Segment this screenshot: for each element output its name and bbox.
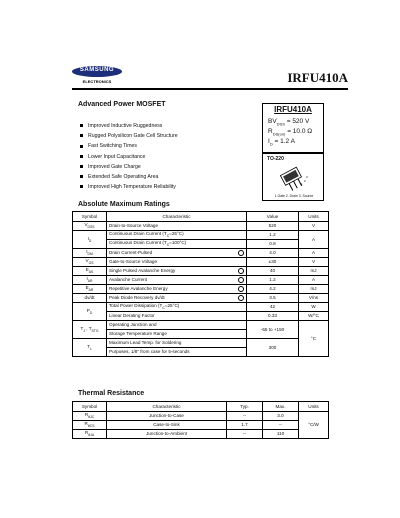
col-header: Typ. xyxy=(227,402,263,412)
typ-cell: -- xyxy=(227,412,263,421)
char-cell: Total Power Dissipation $(T_C=25^\circ C)$ xyxy=(107,303,247,312)
col-header: Characteristic xyxy=(107,402,227,412)
value-cell: 300 xyxy=(247,339,299,357)
package-box xyxy=(262,153,324,201)
table-row xyxy=(73,412,329,421)
char-cell: Continuous Drain Current $(T_C=25^\circ C)$ xyxy=(107,231,247,240)
spec-box xyxy=(262,103,324,153)
spec-rdson: $R_{DS(on)} = 10.0$ Ω xyxy=(268,128,313,137)
symbol-cell: $I_{DM}$ xyxy=(73,249,107,258)
samsung-logo xyxy=(72,66,122,88)
char-cell: Linear Derating Factor xyxy=(107,312,247,321)
feature-item: Rugged Polysilicon Gate Cell Structure xyxy=(80,131,178,141)
col-header: Units xyxy=(299,402,329,412)
symbol-cell: $T_J$ , $T_{STG}$ xyxy=(73,321,107,339)
thermal-title: Thermal Resistance xyxy=(78,390,145,397)
value-cell: 3.5 xyxy=(247,294,299,303)
feature-item: Fast Switching Times xyxy=(80,141,178,151)
col-header: Characteristic xyxy=(107,212,247,222)
table-row xyxy=(73,258,329,267)
feature-item: Extended Safe Operating Area xyxy=(80,172,178,182)
symbol-cell: dv/dt xyxy=(73,294,107,303)
svg-text:2: 2 xyxy=(304,179,306,183)
svg-text:3: 3 xyxy=(306,175,308,179)
note-circle-icon xyxy=(238,286,244,292)
table-row xyxy=(73,321,329,330)
note-circle-icon xyxy=(238,295,244,301)
bullet-icon xyxy=(80,134,83,137)
symbol-cell: $V_{GS}$ xyxy=(73,258,107,267)
col-header: Symbol xyxy=(73,402,107,412)
table-row xyxy=(73,276,329,285)
char-cell: Purposes, 1/8" from case for 5-seconds xyxy=(107,348,247,357)
table-row xyxy=(73,303,329,312)
col-header: Units xyxy=(299,212,329,222)
unit-cell: W xyxy=(299,303,329,312)
package-drawing xyxy=(277,164,309,192)
unit-cell: A xyxy=(299,276,329,285)
table-row xyxy=(73,231,329,240)
unit-cell: °C xyxy=(299,321,329,357)
note-circle-icon xyxy=(238,268,244,274)
char-cell: Drain Current-Pulsed xyxy=(107,249,247,258)
pin-note: 1.Gate 2. Drain 3. Source xyxy=(274,194,314,198)
unit-cell: mJ xyxy=(299,267,329,276)
feature-item: Improved High Temperature Reliability xyxy=(80,182,178,192)
char-cell: Maximum Lead Temp. for Soldering xyxy=(107,339,247,348)
page-title: Advanced Power MOSFET xyxy=(78,101,166,108)
value-cell: 1.2 xyxy=(247,276,299,285)
part-number: IRFU410A xyxy=(287,70,348,85)
char-cell: Repetitive Avalanche Energy xyxy=(107,285,247,294)
abs-max-title: Absolute Maximum Ratings xyxy=(78,201,170,208)
table-row xyxy=(73,249,329,258)
char-cell: Case-to-Sink xyxy=(107,421,227,430)
note-circle-icon xyxy=(238,277,244,283)
bullet-icon xyxy=(80,124,83,127)
svg-text:1: 1 xyxy=(301,182,303,186)
typ-cell: 1.7 xyxy=(227,421,263,430)
logo-text: SAMSUNG xyxy=(79,67,115,73)
value-cell: 40 xyxy=(247,267,299,276)
col-header: Symbol xyxy=(73,212,107,222)
value-cell: 0.8 xyxy=(247,240,299,249)
char-cell: Continuous Drain Current $(T_C=100^\circ C)$ xyxy=(107,240,247,249)
char-cell: Operating Junction and xyxy=(107,321,247,330)
thermal-table xyxy=(72,401,329,439)
feature-list xyxy=(80,121,178,192)
unit-cell: A xyxy=(299,231,329,249)
symbol-cell: $V_{DSS}$ xyxy=(73,222,107,231)
value-cell: 1.2 xyxy=(247,231,299,240)
spec-bvdss: $BV_{DSS} = 520$ V xyxy=(268,118,310,127)
value-cell: 4.2 xyxy=(247,285,299,294)
spec-title: IRFU410A xyxy=(274,105,312,114)
unit-cell: °C/W xyxy=(299,412,329,439)
col-header: Max. xyxy=(263,402,299,412)
table-row xyxy=(73,285,329,294)
table-row xyxy=(73,339,329,348)
bullet-icon xyxy=(80,165,83,168)
symbol-cell: $E_{AR}$ xyxy=(73,285,107,294)
symbol-cell: $I_{AR}$ xyxy=(73,276,107,285)
table-row xyxy=(73,421,329,430)
col-header: Value xyxy=(247,212,299,222)
bullet-icon xyxy=(80,145,83,148)
table-header-row xyxy=(73,402,329,412)
max-cell: 110 xyxy=(263,430,299,439)
abs-max-table xyxy=(72,211,329,357)
bullet-icon xyxy=(80,175,83,178)
max-cell: 3.0 xyxy=(263,412,299,421)
char-cell: Junction-to-Case xyxy=(107,412,227,421)
symbol-cell: $E_{AS}$ xyxy=(73,267,107,276)
table-row xyxy=(73,294,329,303)
unit-cell: W/°C xyxy=(299,312,329,321)
symbol-cell: $R_{\theta JA}$ xyxy=(73,430,107,439)
package-name: TO-220 xyxy=(267,156,284,162)
char-cell: Gate-to-Source Voltage xyxy=(107,258,247,267)
symbol-cell: $R_{\theta JC}$ xyxy=(73,412,107,421)
value-cell: 520 xyxy=(247,222,299,231)
value-cell: ±30 xyxy=(247,258,299,267)
max-cell: -- xyxy=(263,421,299,430)
symbol-cell: $R_{\theta CS}$ xyxy=(73,421,107,430)
feature-item: Improved Gate Charge xyxy=(80,162,178,172)
symbol-cell: $I_D$ xyxy=(73,231,107,249)
symbol-cell: $T_L$ xyxy=(73,339,107,357)
char-cell: Avalanche Current xyxy=(107,276,247,285)
value-cell: 0.33 xyxy=(247,312,299,321)
unit-cell: A xyxy=(299,249,329,258)
value-cell: 42 xyxy=(247,303,299,312)
table-row xyxy=(73,312,329,321)
table-header-row xyxy=(73,212,329,222)
spec-id: $I_D = 1.2$ A xyxy=(268,138,295,147)
unit-cell: mJ xyxy=(299,285,329,294)
char-cell: Junction-to-Ambient xyxy=(107,430,227,439)
header-rule xyxy=(72,88,348,90)
logo-subtext: ELECTRONICS xyxy=(82,79,112,84)
table-row xyxy=(73,240,329,249)
char-cell: Single Pulsed Avalanche Energy xyxy=(107,267,247,276)
table-row xyxy=(73,430,329,439)
char-cell: Storage Temperature Range xyxy=(107,330,247,339)
value-cell: 4.0 xyxy=(247,249,299,258)
symbol-cell: $P_D$ xyxy=(73,303,107,321)
note-circle-icon xyxy=(238,250,244,256)
unit-cell: V xyxy=(299,258,329,267)
feature-item: Lower Input Capacitance xyxy=(80,152,178,162)
bullet-icon xyxy=(80,185,83,188)
table-row xyxy=(73,222,329,231)
char-cell: Drain-to-Source Voltage xyxy=(107,222,247,231)
bullet-icon xyxy=(80,155,83,158)
unit-cell: V/ns xyxy=(299,294,329,303)
table-row xyxy=(73,267,329,276)
unit-cell: V xyxy=(299,222,329,231)
feature-item: Improved Inductive Ruggedness xyxy=(80,121,178,131)
char-cell: Peak Diode Recovery dv/dt xyxy=(107,294,247,303)
value-cell: -55 to +150 xyxy=(247,321,299,339)
typ-cell: -- xyxy=(227,430,263,439)
